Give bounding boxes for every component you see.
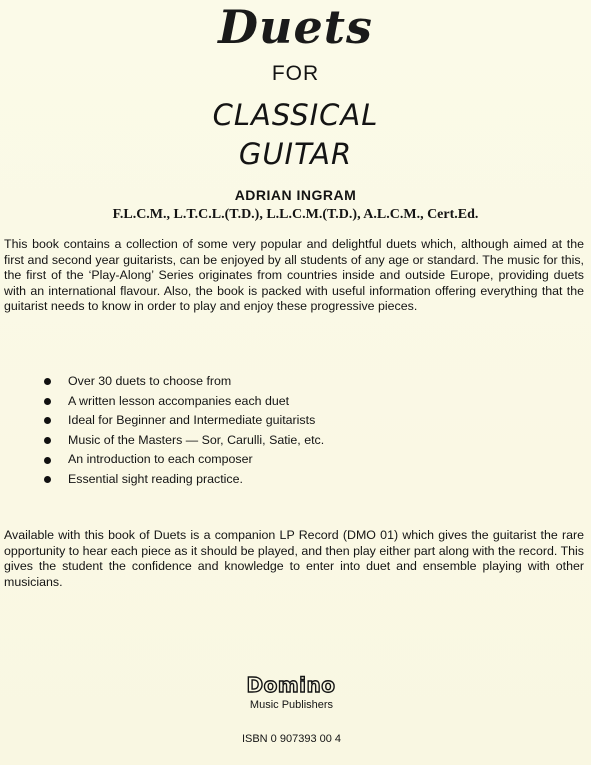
- isbn: ISBN 0 907393 00 4: [241, 733, 342, 745]
- feature-text: Ideal for Beginner and Intermediate guitarists: [68, 413, 316, 428]
- publisher-name: Music Publishers: [249, 699, 334, 711]
- svg-text:Domino: Domino: [246, 673, 336, 697]
- title-classical: CLASSICAL: [212, 98, 379, 132]
- title-for: FOR: [271, 62, 320, 85]
- title-duets: Duets: [218, 0, 373, 54]
- feature-item: [44, 411, 544, 431]
- feature-item: [44, 392, 544, 412]
- feature-list: [44, 372, 544, 490]
- bullet-icon: [44, 476, 51, 483]
- intro-paragraph: This book contains a collection of some very popular and delightful duets which, although aimed at the first and second year guitarists, can be enjoyed by all students of any age or standard. The music for this, the first of the ‘Play-Along’ Series originates from countries inside and outside Europe, providing duets with an international flavour. Also, the book is packed with useful information offering everything that the guitarist needs to know in order to play and enjoy these progressive pieces.: [4, 237, 584, 313]
- feature-item: [44, 372, 544, 392]
- bullet-icon: [44, 457, 51, 464]
- feature-text: Essential sight reading practice.: [68, 471, 243, 486]
- title-guitar: GUITAR: [238, 137, 353, 171]
- feature-text: Over 30 duets to choose from: [68, 374, 232, 388]
- bullet-icon: [44, 417, 51, 424]
- bullet-icon: [44, 398, 51, 405]
- author-name: ADRIAN INGRAM: [234, 187, 357, 203]
- bullet-icon: [44, 437, 51, 444]
- feature-text: An introduction to each composer: [68, 452, 253, 467]
- feature-item: [44, 470, 544, 490]
- feature-item: [44, 450, 544, 470]
- companion-paragraph: Available with this book of Duets is a companion LP Record (DMO 01) which gives the guitarist the rare opportunity to hear each piece as it should be played, and then play either part along with the record. This gives the student the confidence and knowledge to enter into duet and ensemble playing with other musicians.: [4, 528, 584, 589]
- author-credentials: F.L.C.M., L.T.C.L.(T.D.), L.L.C.M.(T.D.), A.L.C.M., Cert.Ed.: [112, 207, 479, 222]
- feature-item: [44, 431, 544, 451]
- feature-text: A written lesson accompanies each duet: [68, 393, 290, 408]
- domino-logo: [241, 673, 341, 697]
- feature-text: Music of the Masters — Sor, Carulli, Satie, etc.: [68, 432, 325, 447]
- bullet-icon: [44, 378, 51, 385]
